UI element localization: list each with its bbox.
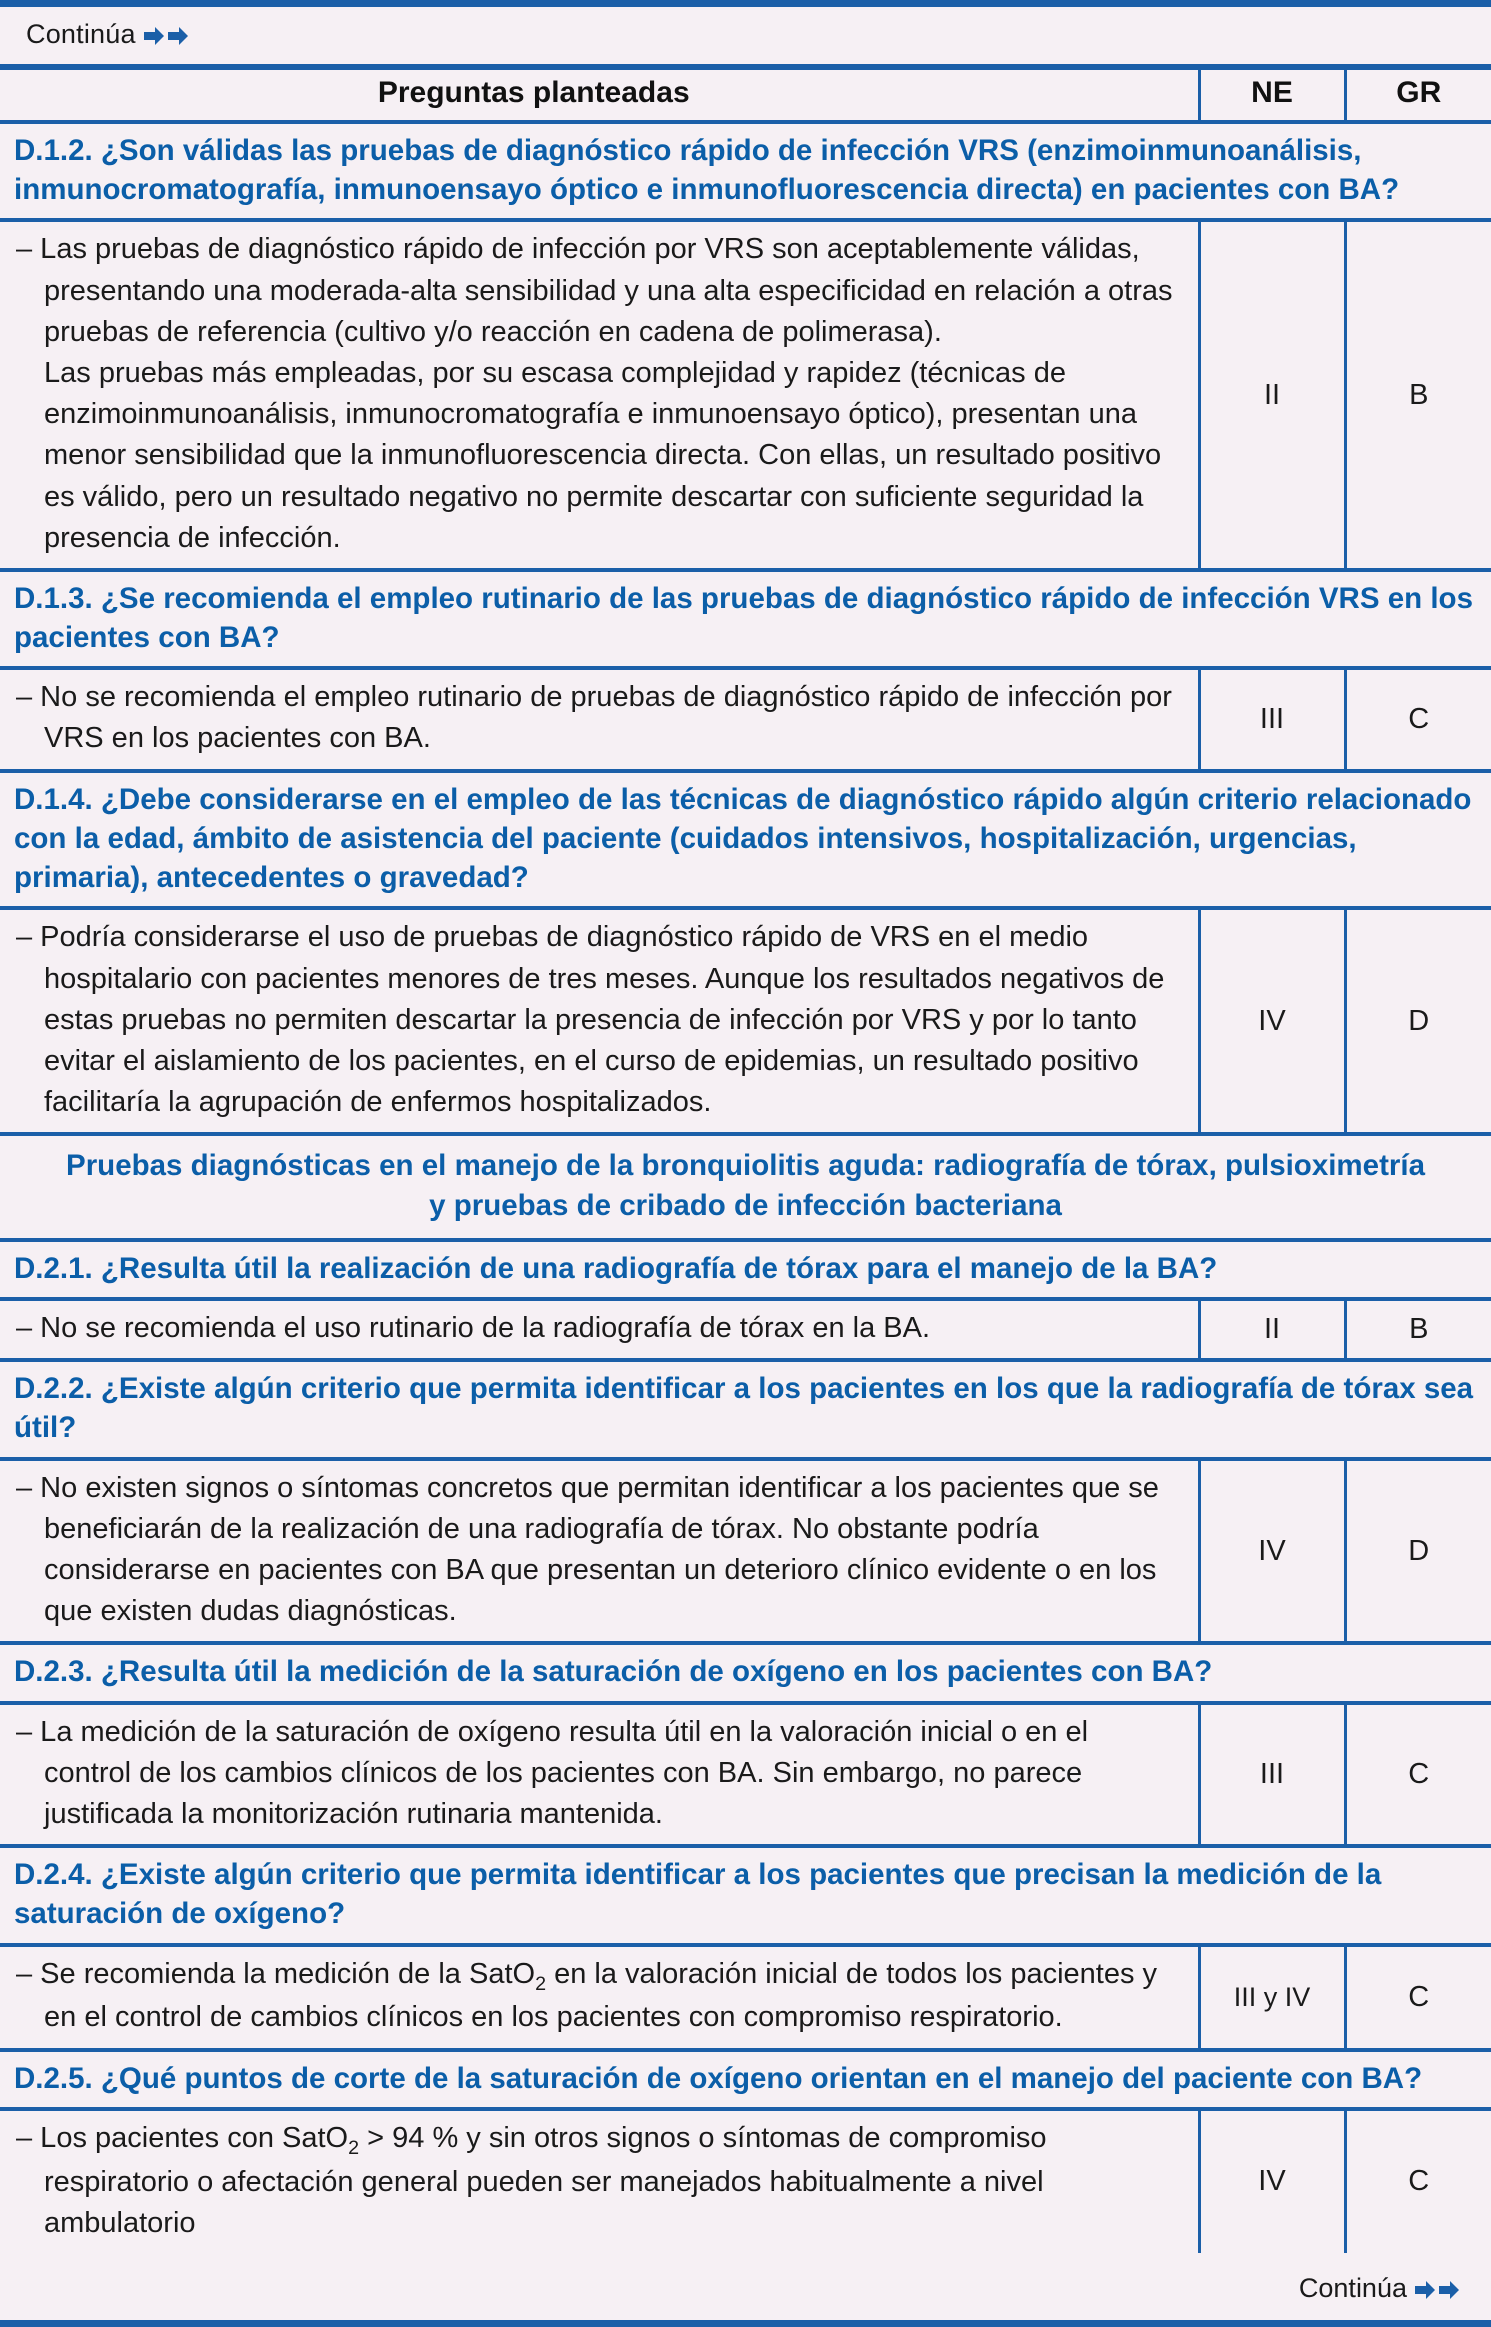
continuation-header-label: Continúa xyxy=(26,19,136,49)
answer-paragraph: – No se recomienda el empleo rutinario de pruebas de diagnóstico rápido de infección por VRS en los pacientes con BA. xyxy=(16,681,1172,755)
answer-text xyxy=(0,1945,1199,2050)
section-header-row xyxy=(0,1134,1491,1240)
question-row xyxy=(0,1643,1491,1702)
question-row xyxy=(0,570,1491,668)
answer-paragraph: – Las pruebas de diagnóstico rápido de infección por VRS son aceptablemente válidas, presentando una moderada-alta sensibilidad y una alta especificidad en relación a otras pruebas de referencia (cultivo y/o reacción en cadena de polimerasa). xyxy=(16,233,1173,348)
double-right-arrow-icon-footer xyxy=(1415,2280,1461,2300)
top-accent-rule xyxy=(0,0,1491,7)
question-row xyxy=(0,771,1491,909)
question-text: D.1.3. ¿Se recomienda el empleo rutinario de las pruebas de diagnóstico rápido de infección VRS en los pacientes con BA? xyxy=(0,570,1491,668)
evidence-level-value: III xyxy=(1199,668,1345,770)
evidence-level-value: II xyxy=(1199,220,1345,569)
question-text: D.2.5. ¿Qué puntos de corte de la saturación de oxígeno orientan en el manejo del paciente con BA? xyxy=(0,2050,1491,2109)
answer-text xyxy=(0,1299,1199,1360)
evidence-level-value: IV xyxy=(1199,2109,1345,2253)
column-header-gr: GR xyxy=(1345,67,1491,122)
continuation-footer-label: Continúa xyxy=(1298,2272,1407,2303)
question-text: D.1.2. ¿Son válidas las pruebas de diagnóstico rápido de infección VRS (enzimoinmunoanálisis, inmunocromatografía, inmunoensayo óptico e inmunofluorescencia directa) en pacientes con BA? xyxy=(0,122,1491,220)
answer-text xyxy=(0,908,1199,1134)
question-row xyxy=(0,122,1491,220)
recommendation-grade-value: C xyxy=(1345,2109,1491,2253)
answer-paragraph: Las pruebas más empleadas, por su escasa complejidad y rapidez (técnicas de enzimoinmunoanálisis, inmunocromatografía e inmunoensayo óptico), presentan una menor sensibilidad que la inmunofluorescencia directa. Con ellas, un resultado positivo es válido, pero un resultado negativo no permite descartar con suficiente seguridad la presencia de infección. xyxy=(44,356,1162,554)
question-row xyxy=(0,1240,1491,1299)
answer-row xyxy=(0,908,1491,1134)
answer-row xyxy=(0,220,1491,569)
answer-text xyxy=(0,220,1199,569)
questions-table xyxy=(0,64,1491,2253)
continuation-footer xyxy=(0,2253,1491,2320)
evidence-level-value: III xyxy=(1199,1703,1345,1847)
answer-text xyxy=(0,668,1199,770)
question-text: D.2.2. ¿Existe algún criterio que permita identificar a los pacientes en los que la radiografía de tórax sea útil? xyxy=(0,1360,1491,1458)
evidence-level-value: IV xyxy=(1199,1459,1345,1644)
question-text: D.2.1. ¿Resulta útil la realización de una radiografía de tórax para el manejo de la BA? xyxy=(0,1240,1491,1299)
column-header-ne: NE xyxy=(1199,67,1345,122)
recommendation-grade-value: D xyxy=(1345,1459,1491,1644)
column-header-questions: Preguntas planteadas xyxy=(0,67,1199,122)
answer-paragraph: – No existen signos o síntomas concretos que permitan identificar a los pacientes que se beneficiarán de la realización de una radiografía de tórax. No obstante podría considerarse en pacientes con BA que presentan un deterioro clínico evidente o en los que existen dudas diagnósticas. xyxy=(16,1471,1159,1628)
question-text: D.1.4. ¿Debe considerarse en el empleo de las técnicas de diagnóstico rápido algún criterio relacionado con la edad, ámbito de asistencia del paciente (cuidados intensivos, hospitalización, urgencias, primaria), antecedentes o gravedad? xyxy=(0,771,1491,909)
recommendation-grade-value: C xyxy=(1345,1703,1491,1847)
question-row xyxy=(0,1846,1491,1944)
answer-text xyxy=(0,2109,1199,2253)
evidence-level-value: IV xyxy=(1199,908,1345,1134)
recommendation-grade-value: C xyxy=(1345,1945,1491,2050)
table-header-row xyxy=(0,67,1491,122)
answer-paragraph: – No se recomienda el uso rutinario de la radiografía de tórax en la BA. xyxy=(16,1312,931,1345)
questions-table-body xyxy=(0,67,1491,2253)
question-text: D.2.4. ¿Existe algún criterio que permita identificar a los pacientes que precisan la medición de la saturación de oxígeno? xyxy=(0,1846,1491,1944)
bottom-accent-rule xyxy=(0,2320,1491,2327)
evidence-level-value: II xyxy=(1199,1299,1345,1360)
recommendation-grade-value: D xyxy=(1345,908,1491,1134)
recommendation-grade-value: C xyxy=(1345,668,1491,770)
answer-paragraph: – La medición de la saturación de oxígeno resulta útil en la valoración inicial o en el control de los cambios clínicos de los pacientes con BA. Sin embargo, no parece justificada la monitorización rutinaria mantenida. xyxy=(16,1715,1089,1830)
answer-row xyxy=(0,1299,1491,1360)
section-header-text: Pruebas diagnósticas en el manejo de la bronquiolitis aguda: radiografía de tórax, pulsioximetría y pruebas de cribado de infección bacteriana xyxy=(0,1134,1491,1240)
answer-row xyxy=(0,668,1491,770)
answer-text xyxy=(0,1459,1199,1644)
answer-row xyxy=(0,1703,1491,1847)
answer-row xyxy=(0,1945,1491,2050)
answer-row xyxy=(0,2109,1491,2253)
continuation-header xyxy=(0,7,1491,64)
evidence-level-value: III y IV xyxy=(1199,1945,1345,2050)
answer-text xyxy=(0,1703,1199,1847)
answer-paragraph: – Los pacientes con SatO$_2$ > 94 % y sin otros signos o síntomas de compromiso respiratorio o afectación general pueden ser manejados habitualmente a nivel ambulatorio xyxy=(16,2121,1047,2239)
question-text: D.2.3. ¿Resulta útil la medición de la saturación de oxígeno en los pacientes con BA? xyxy=(0,1643,1491,1702)
recommendation-grade-value: B xyxy=(1345,220,1491,569)
answer-paragraph: – Se recomienda la medición de la SatO$_2$ en la valoración inicial de todos los pacientes y en el control de cambios clínicos en los pacientes con compromiso respiratorio. xyxy=(16,1957,1158,2034)
double-right-arrow-icon xyxy=(144,26,190,46)
answer-paragraph: – Podría considerarse el uso de pruebas de diagnóstico rápido de VRS en el medio hospitalario con pacientes menores de tres meses. Aunque los resultados negativos de estas pruebas no permiten descartar la presencia de infección por VRS y por lo tanto evitar el aislamiento de los pacientes, en el curso de epidemias, un resultado positivo facilitaría la agrupación de enfermos hospitalizados. xyxy=(16,921,1165,1119)
recommendation-grade-value: B xyxy=(1345,1299,1491,1360)
question-row xyxy=(0,1360,1491,1458)
answer-row xyxy=(0,1459,1491,1644)
question-row xyxy=(0,2050,1491,2109)
